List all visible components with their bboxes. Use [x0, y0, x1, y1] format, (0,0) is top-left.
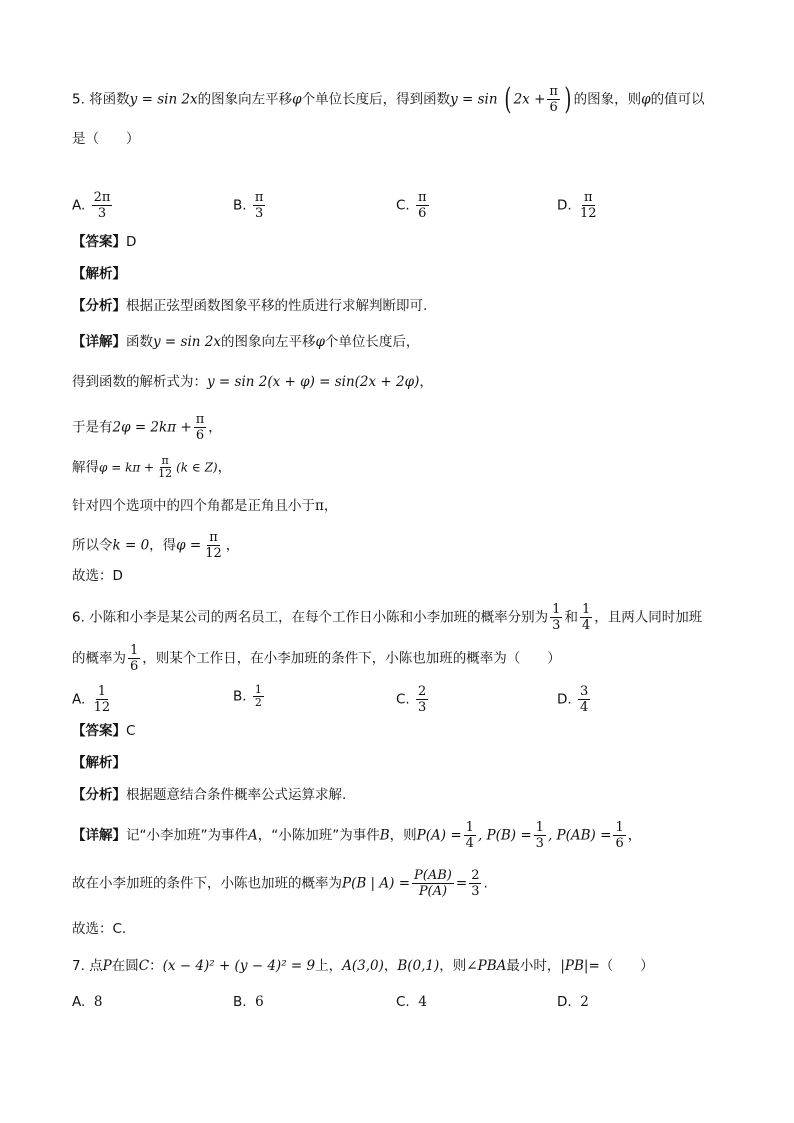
- fraction: [412, 868, 454, 899]
- text: 6. 小陈和小李是某公司的两名员工，在每个工作日小陈和小李加班的概率分别为: [72, 609, 549, 626]
- analysis-label: 【解析】: [72, 755, 126, 771]
- denominator: 12: [93, 700, 111, 715]
- numerator: 1: [581, 602, 591, 617]
- text: 得到函数的解析式为：: [72, 374, 207, 390]
- fraction: [613, 820, 625, 851]
- option-value: 8: [93, 994, 103, 1010]
- denominator: 6: [130, 659, 139, 674]
- text: 函数: [126, 334, 153, 350]
- text: ，“小陈加班”为事件: [257, 827, 380, 844]
- q5-option-b[interactable]: [233, 190, 267, 221]
- answer-label: 【答案】: [72, 234, 126, 250]
- numerator: 2: [418, 684, 427, 699]
- formula: y = sin 2(x + φ) = sin(2x + 2φ): [207, 374, 420, 390]
- numerator: 3: [579, 684, 589, 699]
- numerator: π: [209, 530, 218, 545]
- numerator: 1: [465, 820, 474, 835]
- text: ，得: [149, 537, 177, 554]
- point-b: B(0,1): [397, 958, 440, 974]
- q6-option-a[interactable]: [72, 684, 114, 715]
- numerator: 1: [535, 820, 544, 835]
- q5-stem-text: 的图象向左平移: [197, 91, 293, 108]
- denominator: 3: [471, 884, 480, 899]
- denominator: 6: [549, 100, 558, 115]
- q7-option-c[interactable]: [396, 992, 427, 1012]
- numerator: π: [254, 190, 264, 205]
- text: ，: [627, 827, 642, 844]
- segment-pb: |PB|: [560, 958, 589, 974]
- fraction: [464, 820, 476, 851]
- denominator: 3: [535, 836, 544, 851]
- q5-stem-text: 的值可以: [650, 91, 705, 108]
- formula: φ = kπ +: [99, 460, 155, 475]
- text: ，则: [439, 958, 467, 974]
- text: ，: [225, 537, 240, 554]
- option-fraction: [416, 684, 428, 715]
- q5-xiangjie-line5: [72, 496, 337, 516]
- q5-analysis-label: [72, 264, 126, 284]
- text: 记“小李加班”为事件: [126, 827, 248, 844]
- numerator: 1: [130, 643, 139, 658]
- text: .: [483, 875, 488, 892]
- q5-xiangjie-line3: [72, 412, 222, 443]
- fraction: [203, 530, 224, 561]
- text: 解得: [72, 459, 99, 476]
- formula: , P(B) =: [477, 827, 532, 844]
- text: 针对四个选项中的四个角都是正角且小于: [72, 498, 315, 514]
- q5-stem-line1: [72, 81, 705, 117]
- denominator: 6: [615, 836, 624, 851]
- q5-phi: φ: [292, 91, 302, 108]
- option-fraction: [253, 190, 266, 221]
- q5-stem-text: 的图象，则: [573, 91, 642, 108]
- denominator: P(A): [418, 884, 448, 899]
- text: ，: [208, 419, 222, 436]
- denominator: 4: [465, 836, 474, 851]
- option-value: 4: [418, 994, 427, 1010]
- answer-value: C: [126, 723, 136, 739]
- numerator: 1: [97, 684, 106, 699]
- option-fraction: [253, 684, 264, 709]
- q7-option-a[interactable]: [72, 992, 102, 1012]
- formula: P(A) =: [416, 827, 462, 844]
- fenxi-text: 根据正弦型函数图象平移的性质进行求解判断即可.: [126, 298, 428, 314]
- text: 故在小李加班的条件下，小陈也加班的概率为: [72, 875, 342, 892]
- event-b: B: [379, 827, 390, 844]
- q7-option-b[interactable]: [233, 992, 264, 1012]
- q6-xiangjie-line1: [72, 820, 641, 851]
- q6-analysis-label: [72, 753, 126, 773]
- circle-c: C: [138, 958, 150, 974]
- option-letter: B.: [233, 994, 247, 1010]
- fraction: [194, 412, 207, 443]
- text: ，且两人同时加班: [594, 609, 703, 626]
- answer-value: D: [126, 234, 137, 250]
- q5-func1: y = sin 2x: [129, 91, 198, 108]
- fraction: [550, 602, 562, 633]
- q5-xiangjie-line6: [72, 530, 239, 561]
- phi: φ: [315, 334, 325, 350]
- denominator: 6: [195, 428, 205, 443]
- option-letter: C.: [396, 197, 410, 214]
- event-a: A: [248, 827, 258, 844]
- text: =（ ）: [588, 958, 654, 974]
- q5-xiangjie-line2: [72, 372, 433, 392]
- text: ，: [419, 374, 433, 390]
- denominator: 3: [418, 700, 427, 715]
- q6-option-b[interactable]: [233, 684, 266, 709]
- text: 所以令: [72, 537, 113, 554]
- right-paren: ): [564, 81, 572, 117]
- text: 和: [564, 609, 578, 626]
- text: 个单位长度后，: [324, 334, 420, 350]
- denominator: 4: [581, 618, 591, 633]
- q5-option-a[interactable]: [72, 190, 114, 221]
- formula: P(B | A) =: [342, 875, 411, 892]
- point-a: A(3,0): [342, 958, 384, 974]
- q5-phi: φ: [641, 91, 651, 108]
- denominator: 12: [579, 206, 597, 221]
- option-letter: D.: [557, 994, 572, 1010]
- q7-option-d[interactable]: [557, 992, 589, 1012]
- denominator: 3: [552, 618, 561, 633]
- q6-answer: [72, 721, 135, 741]
- q6-stem-line2: [72, 643, 561, 674]
- fenxi-text: 根据题意结合条件概率公式运算求解.: [126, 787, 347, 803]
- q6-option-d[interactable]: [557, 684, 592, 715]
- formula: 2φ = 2kπ +: [112, 419, 192, 436]
- q6-fenxi: [72, 785, 346, 805]
- angle: ∠PBA: [466, 958, 507, 974]
- q5-xiangjie-line4: [72, 455, 231, 480]
- text: ：: [149, 958, 163, 974]
- option-fraction: [416, 190, 429, 221]
- numerator: 1: [254, 683, 262, 696]
- text: ，则某个工作日，在小李加班的条件下，小陈也加班的概率为（ ）: [142, 650, 561, 667]
- fraction: [534, 820, 546, 851]
- denominator: 12: [158, 467, 173, 480]
- q5-stem-text: 个单位长度后，得到函数: [301, 91, 451, 108]
- q6-guxuan: 故选：C.: [72, 921, 127, 937]
- option-letter: A.: [72, 197, 86, 214]
- numerator: π: [161, 454, 169, 467]
- text: ，: [217, 459, 232, 476]
- denominator: 12: [205, 546, 222, 561]
- option-letter: C.: [396, 994, 410, 1010]
- option-value: 6: [255, 994, 264, 1010]
- denominator: 3: [97, 206, 107, 221]
- q5-fenxi: [72, 296, 427, 316]
- denominator: 4: [579, 700, 589, 715]
- formula: , P(AB) =: [547, 827, 612, 844]
- q5-stem-line2: 是（ ）: [72, 131, 140, 147]
- q5-answer: [72, 232, 136, 252]
- numerator: 1: [615, 820, 624, 835]
- q5-xiangjie-line1: [72, 332, 419, 352]
- text: 7. 点: [72, 958, 103, 974]
- option-fraction: [578, 684, 590, 715]
- fraction: [128, 643, 140, 674]
- q5-pi-over-6: [547, 84, 560, 115]
- condition: (k ∈ Z): [176, 460, 218, 475]
- q6-stem-line1: [72, 602, 702, 633]
- numerator: π: [549, 84, 558, 99]
- numerator: π: [195, 412, 205, 427]
- formula: k = 0: [112, 537, 150, 554]
- circle-equation: (x − 4)² + (y − 4)² = 9: [162, 958, 316, 974]
- point-p: P: [102, 958, 112, 974]
- q5-option-c[interactable]: [396, 190, 431, 221]
- option-letter: B.: [233, 688, 247, 705]
- option-fraction: [92, 684, 113, 715]
- q5-func2-inner: 2x +: [513, 91, 546, 108]
- q5-func2: y = sin: [450, 91, 498, 108]
- text: 的图象向左平移: [220, 334, 316, 350]
- fenxi-label: 【分析】: [72, 787, 126, 803]
- text: 最小时，: [506, 958, 561, 974]
- option-letter: B.: [233, 197, 247, 214]
- fraction: [156, 455, 174, 480]
- numerator: P(AB): [414, 868, 452, 883]
- text: 于是有: [72, 419, 113, 436]
- left-paren: (: [504, 81, 512, 117]
- text: ，: [383, 958, 398, 974]
- option-value: 2: [580, 994, 589, 1010]
- fraction: [580, 602, 592, 633]
- text: 的概率为: [72, 650, 126, 667]
- answer-label: 【答案】: [72, 723, 126, 739]
- option-fraction: [578, 190, 599, 221]
- denominator: 3: [254, 206, 264, 221]
- numerator: 2: [471, 868, 480, 883]
- option-fraction: [92, 190, 113, 221]
- q5-option-d[interactable]: [557, 190, 601, 221]
- text: ，则: [389, 827, 417, 844]
- option-letter: A.: [72, 994, 86, 1010]
- text: 上，: [315, 958, 343, 974]
- equals: =: [455, 875, 468, 892]
- q6-option-c[interactable]: [396, 684, 430, 715]
- q7-stem: [72, 956, 654, 976]
- q5-guxuan: 故选：D: [72, 568, 123, 584]
- option-letter: D.: [557, 197, 572, 214]
- denominator: 6: [418, 206, 427, 221]
- denominator: 2: [254, 696, 262, 709]
- text: 在圆: [111, 958, 139, 974]
- q5-stem-text: 5. 将函数: [72, 91, 130, 108]
- q6-xiangjie-line2: [72, 868, 488, 899]
- numerator: π: [418, 190, 427, 205]
- fenxi-label: 【分析】: [72, 298, 126, 314]
- text: ，: [323, 498, 338, 514]
- option-letter: D.: [557, 691, 572, 708]
- pi: π: [315, 498, 324, 514]
- numerator: 2π: [93, 190, 111, 205]
- fraction: [469, 868, 481, 899]
- analysis-label: 【解析】: [72, 266, 126, 282]
- option-letter: A.: [72, 691, 86, 708]
- numerator: π: [583, 190, 593, 205]
- xiangjie-label: 【详解】: [72, 827, 126, 844]
- formula: y = sin 2x: [153, 334, 221, 350]
- formula: φ =: [176, 537, 202, 554]
- option-letter: C.: [396, 691, 410, 708]
- xiangjie-label: 【详解】: [72, 334, 126, 350]
- numerator: 1: [552, 602, 561, 617]
